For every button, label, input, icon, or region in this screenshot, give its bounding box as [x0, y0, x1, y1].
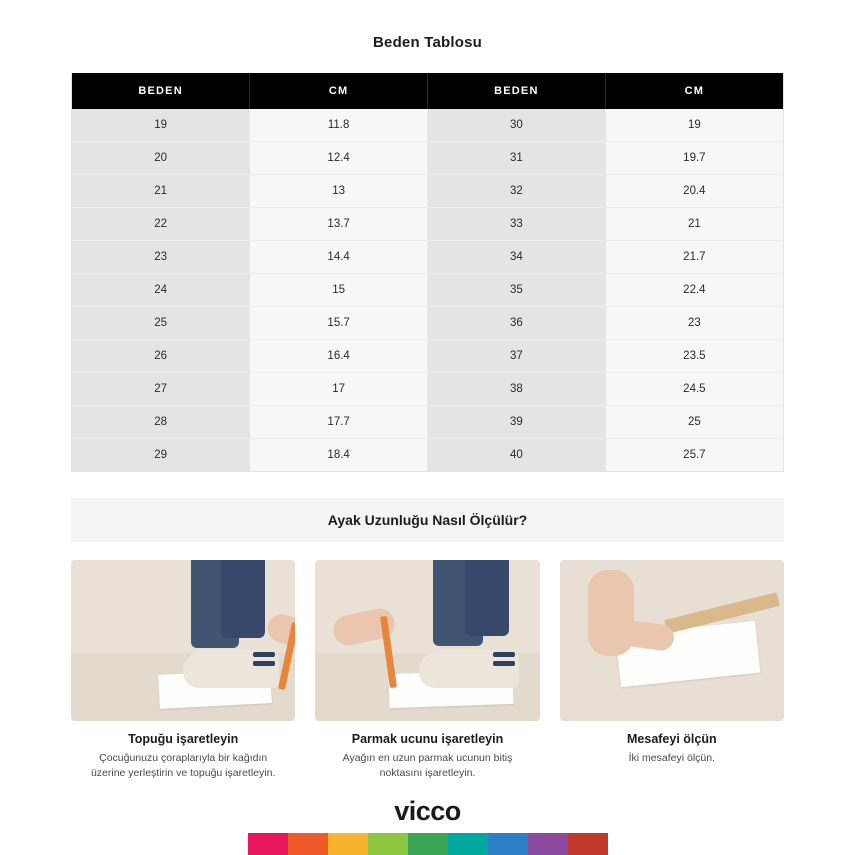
table-row	[72, 208, 783, 241]
table-cell: 24.5	[605, 373, 783, 406]
table-cell: 12.4	[250, 142, 428, 175]
step-text: İki mesafeyi ölçün.	[628, 752, 715, 764]
table-cell: 36	[428, 307, 606, 340]
table-row	[72, 142, 783, 175]
sock-stripe	[253, 652, 275, 657]
table-cell: 17	[250, 373, 428, 406]
table-cell: 22	[72, 208, 250, 241]
table-cell: 14.4	[250, 241, 428, 274]
page-title: Beden Tablosu	[373, 34, 482, 51]
step-title: Topuğu işaretleyin	[128, 732, 239, 746]
column-header-beden-1: BEDEN	[72, 73, 250, 109]
footer	[0, 796, 855, 855]
table-cell: 20	[72, 142, 250, 175]
table-cell: 31	[428, 142, 606, 175]
table-cell: 11.8	[250, 109, 428, 142]
table-cell: 23	[72, 241, 250, 274]
howto-step-1	[71, 560, 295, 781]
size-table-head	[72, 73, 783, 109]
photo-measuring	[560, 560, 784, 721]
page-title-bar	[0, 0, 855, 73]
column-header-cm-2: CM	[605, 73, 783, 109]
step-text: Çocuğunuzu çoraplarıyla bir kağıdın üzerine yerleştirin ve topuğu işaretleyin.	[90, 752, 276, 780]
brand-color-bar	[248, 833, 608, 855]
table-cell: 13.7	[250, 208, 428, 241]
color-bar-segment	[488, 833, 528, 855]
color-bar-segment	[368, 833, 408, 855]
jeans-leg-back	[465, 560, 509, 636]
table-cell: 25.7	[605, 439, 783, 472]
table-cell: 30	[428, 109, 606, 142]
step-text: Ayağın en uzun parmak ucunun bitiş noktasını işaretleyin.	[342, 752, 513, 780]
table-cell: 18.4	[250, 439, 428, 472]
table-row	[72, 373, 783, 406]
table-row	[72, 109, 783, 142]
color-bar-segment	[328, 833, 368, 855]
table-cell: 23.5	[605, 340, 783, 373]
table-cell: 20.4	[605, 175, 783, 208]
brand-logo: vicco	[394, 796, 461, 826]
color-bar-segment	[568, 833, 608, 855]
size-table-wrapper	[71, 73, 784, 472]
table-cell: 25	[72, 307, 250, 340]
table-cell: 15	[250, 274, 428, 307]
column-header-beden-2: BEDEN	[428, 73, 606, 109]
table-cell: 19.7	[605, 142, 783, 175]
table-cell: 28	[72, 406, 250, 439]
table-cell: 26	[72, 340, 250, 373]
step-title: Parmak ucunu işaretleyin	[351, 732, 504, 746]
table-row	[72, 439, 783, 472]
table-cell: 39	[428, 406, 606, 439]
table-cell: 21.7	[605, 241, 783, 274]
sock-stripe	[253, 661, 275, 666]
table-header-row	[72, 73, 783, 109]
column-header-cm-1: CM	[250, 73, 428, 109]
table-cell: 21	[605, 208, 783, 241]
table-cell: 32	[428, 175, 606, 208]
size-table	[72, 73, 783, 471]
color-bar-segment	[288, 833, 328, 855]
table-cell: 17.7	[250, 406, 428, 439]
table-cell: 33	[428, 208, 606, 241]
table-cell: 37	[428, 340, 606, 373]
table-row	[72, 340, 783, 373]
howto-cards	[71, 560, 784, 781]
howto-step-3	[560, 560, 784, 781]
photo-heel-marking	[71, 560, 295, 721]
table-cell: 24	[72, 274, 250, 307]
table-cell: 35	[428, 274, 606, 307]
table-cell: 21	[72, 175, 250, 208]
howto-section	[71, 498, 784, 781]
table-cell: 23	[605, 307, 783, 340]
table-cell: 16.4	[250, 340, 428, 373]
table-cell: 27	[72, 373, 250, 406]
table-cell: 15.7	[250, 307, 428, 340]
color-bar-segment	[408, 833, 448, 855]
table-cell: 19	[72, 109, 250, 142]
sock-stripe	[493, 652, 515, 657]
table-cell: 25	[605, 406, 783, 439]
size-table-body	[72, 109, 783, 471]
table-cell: 19	[605, 109, 783, 142]
color-bar-segment	[248, 833, 288, 855]
color-bar-segment	[448, 833, 488, 855]
table-row	[72, 406, 783, 439]
photo-toe-marking	[315, 560, 539, 721]
table-cell: 13	[250, 175, 428, 208]
table-cell: 40	[428, 439, 606, 472]
table-row	[72, 307, 783, 340]
table-cell: 34	[428, 241, 606, 274]
table-cell: 22.4	[605, 274, 783, 307]
step-title: Mesafeyi ölçün	[627, 732, 717, 746]
table-cell: 29	[72, 439, 250, 472]
howto-heading: Ayak Uzunluğu Nasıl Ölçülür?	[71, 498, 784, 542]
table-row	[72, 274, 783, 307]
table-row	[72, 175, 783, 208]
jeans-leg-back	[221, 560, 265, 638]
sock-stripe	[493, 661, 515, 666]
color-bar-segment	[528, 833, 568, 855]
table-row	[72, 241, 783, 274]
table-cell: 38	[428, 373, 606, 406]
howto-step-2	[315, 560, 539, 781]
